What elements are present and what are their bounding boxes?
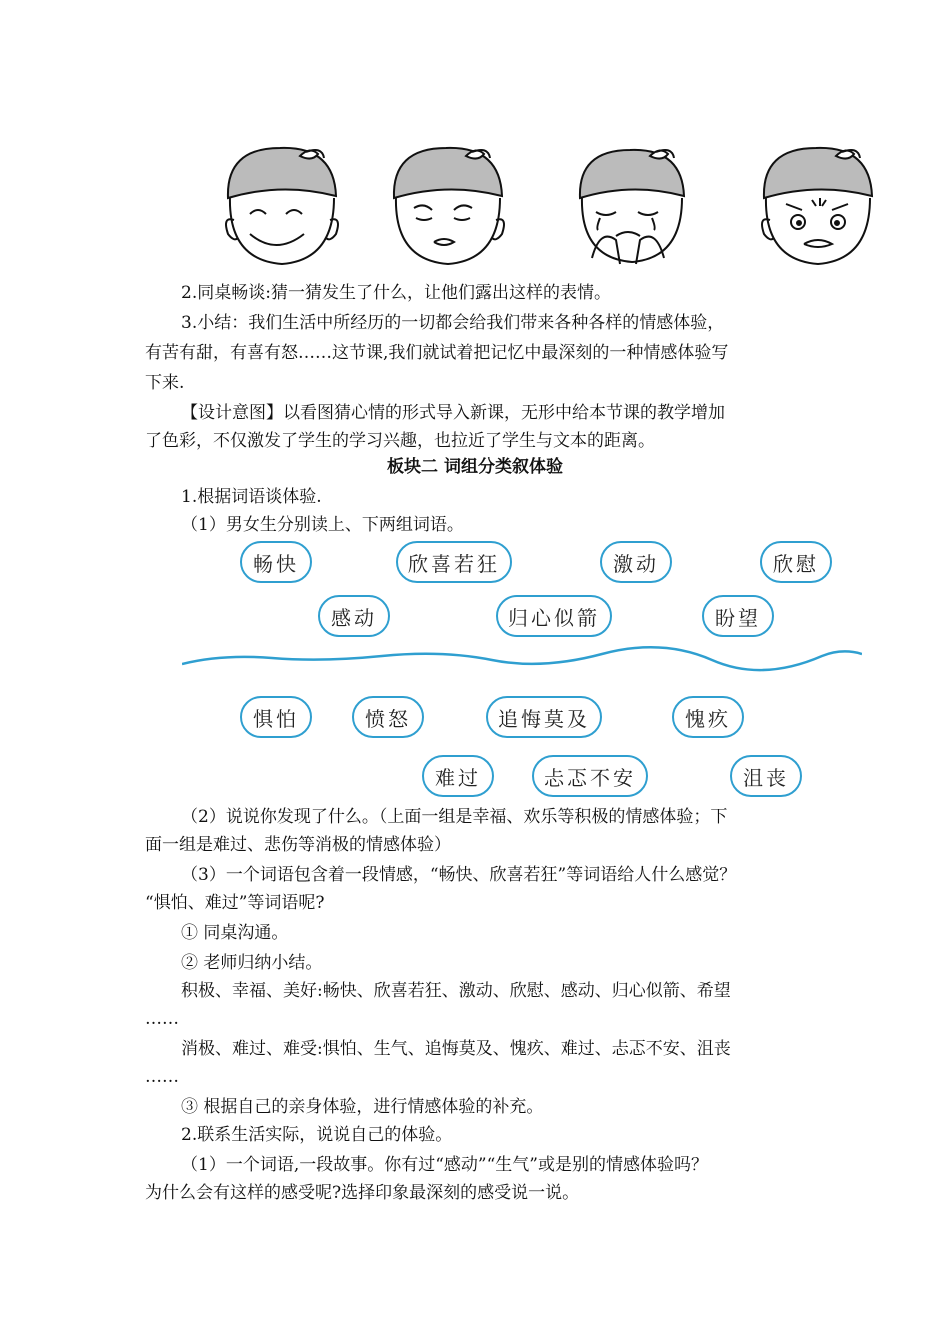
word-bubble: 归心似箭 <box>496 595 612 637</box>
word-bubble: 激动 <box>600 541 672 583</box>
sad-face-icon <box>388 138 508 268</box>
text-line: 消极、难过、难受:惧怕、生气、追悔莫及、愧疚、难过、忐忑不安、沮丧 <box>181 1039 731 1059</box>
word-bubble: 愧疚 <box>672 696 744 738</box>
word-bubble: 追悔莫及 <box>486 696 602 738</box>
text-line: （1）一个词语,一段故事。你有过“感动”“生气”或是别的情感体验吗？ <box>181 1155 708 1175</box>
section-heading: 板块二 词组分类叙体验 <box>387 457 563 477</box>
word-bubble: 畅快 <box>240 541 312 583</box>
word-bubble: 感动 <box>318 595 390 637</box>
word-bubble: 忐忑不安 <box>532 755 648 797</box>
text-line: 2.同桌畅谈:猜一猜发生了什么，让他们露出这样的表情。 <box>181 283 611 303</box>
word-bubble: 欣喜若狂 <box>396 541 512 583</box>
text-line: 3.小结：我们生活中所经历的一切都会给我们带来各种各样的情感体验， <box>181 313 725 333</box>
text-line: 有苦有甜，有喜有怒……这节课,我们就试着把记忆中最深刻的一种情感体验写 <box>145 343 729 363</box>
word-bubble: 欣慰 <box>760 541 832 583</box>
happy-face-icon <box>222 138 342 268</box>
word-bubble: 难过 <box>422 755 494 797</box>
crying-face-icon <box>572 138 692 268</box>
text-line: “惧怕、难过”等词语呢? <box>145 893 325 913</box>
text-line: 了色彩，不仅激发了学生的学习兴趣，也拉近了学生与文本的距离。 <box>145 431 655 451</box>
text-line: 积极、幸福、美好:畅快、欣喜若狂、激动、欣慰、感动、归心似箭、希望 <box>181 981 731 1001</box>
text-line: 2.联系生活实际，说说自己的体验。 <box>181 1125 453 1145</box>
word-bubble: 盼望 <box>702 595 774 637</box>
word-bubble: 沮丧 <box>730 755 802 797</box>
text-line: 【设计意图】以看图猜心情的形式导入新课，无形中给本节课的教学增加 <box>181 403 725 423</box>
text-line: 下来. <box>145 373 185 393</box>
text-line: ③ 根据自己的亲身体验，进行情感体验的补充。 <box>181 1097 544 1117</box>
text-line: …… <box>145 1067 179 1087</box>
text-line: （2）说说你发现了什么。（上面一组是幸福、欢乐等积极的情感体验；下 <box>181 807 728 827</box>
text-line: ① 同桌沟通。 <box>181 923 289 943</box>
wave-divider <box>182 646 862 672</box>
text-line: （3）一个词语包含着一段情感，“畅快、欣喜若狂”等词语给人什么感觉？ <box>181 865 737 885</box>
text-line: 面一组是难过、悲伤等消极的情感体验） <box>145 835 451 855</box>
text-line: （1）男女生分别读上、下两组词语。 <box>181 515 464 535</box>
angry-face-icon <box>758 138 878 268</box>
faces-illustration <box>222 138 898 270</box>
text-line: 为什么会有这样的感受呢?选择印象最深刻的感受说一说。 <box>145 1183 580 1203</box>
word-bubble: 惧怕 <box>240 696 312 738</box>
text-line: 1.根据词语谈体验. <box>181 487 322 507</box>
word-bubble: 愤怒 <box>352 696 424 738</box>
text-line: ② 老师归纳小结。 <box>181 953 323 973</box>
text-line: …… <box>145 1009 179 1029</box>
